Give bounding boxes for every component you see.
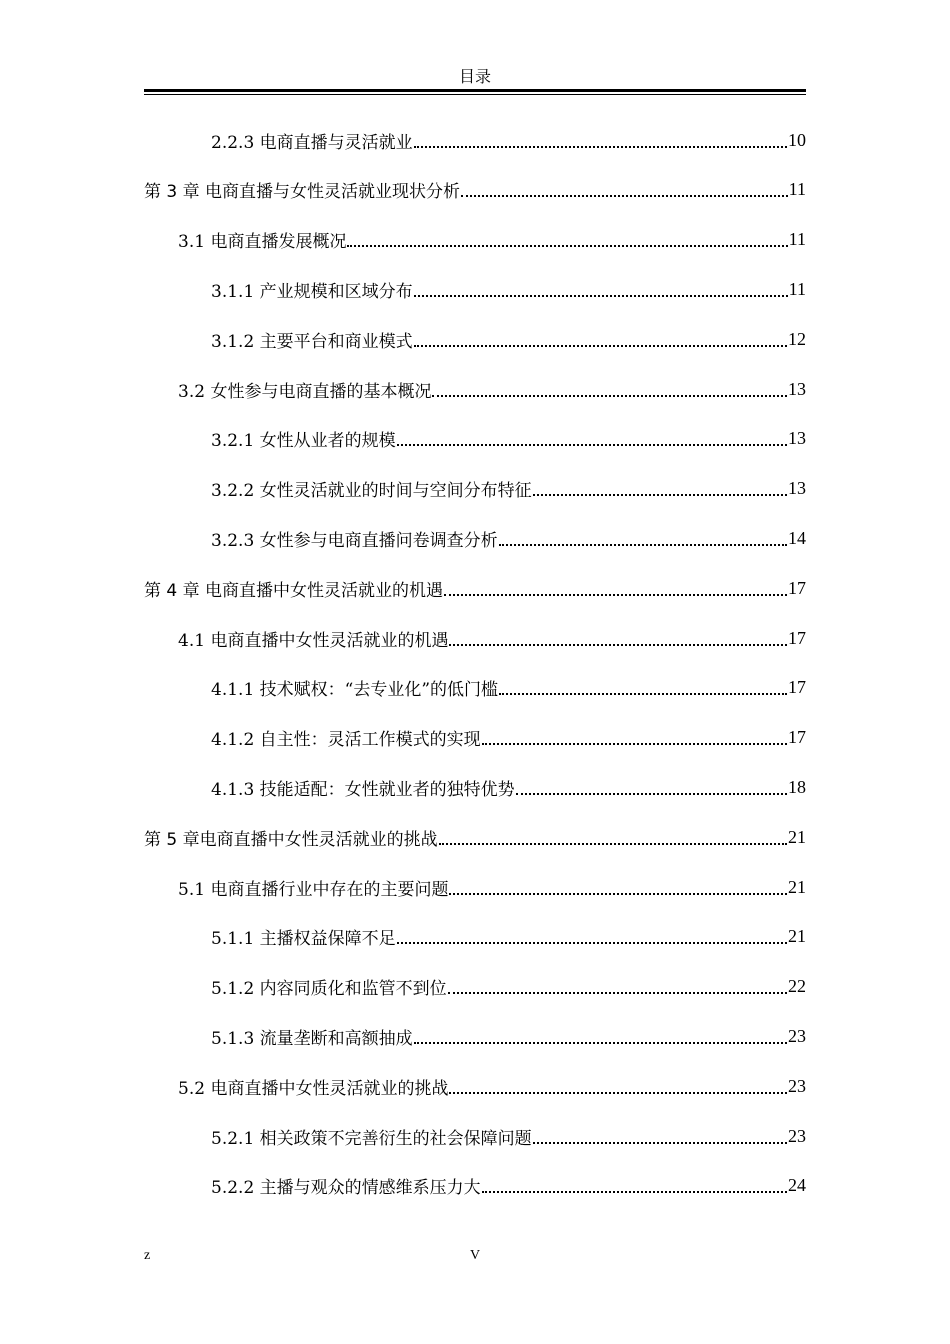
toc-entry[interactable] — [144, 414, 806, 464]
toc-entry-page: 14 — [788, 527, 806, 548]
toc-entry-title: 4.1.3 技能适配：女性就业者的独特优势 — [211, 779, 515, 800]
toc-dot-leader — [448, 991, 787, 994]
toc-entry-title: 3.2.2 女性灵活就业的时间与空间分布特征 — [211, 481, 532, 502]
toc-entry-title: 第 5 章电商直播中女性灵活就业的挑战 — [144, 829, 438, 850]
toc-entry[interactable] — [144, 165, 806, 215]
toc-dot-leader — [444, 593, 787, 596]
toc-dot-leader — [414, 294, 788, 297]
footer-left-mark: z — [144, 1248, 151, 1263]
toc-entry[interactable] — [144, 762, 806, 812]
toc-entry-page: 21 — [788, 876, 806, 897]
toc-entry-page: 17 — [788, 677, 806, 698]
toc-dot-leader — [449, 892, 787, 895]
toc-entry-title: 第 3 章 电商直播与女性灵活就业现状分析 — [144, 182, 461, 203]
page-header-title: 目录 — [458, 67, 491, 86]
toc-dot-leader — [397, 941, 787, 944]
toc-entry[interactable] — [144, 115, 806, 165]
toc-dot-leader — [449, 643, 787, 646]
toc-entry[interactable] — [144, 1011, 806, 1061]
toc-dot-leader — [482, 742, 787, 745]
toc-dot-leader — [516, 792, 787, 795]
toc-entry-page: 18 — [788, 776, 806, 797]
toc-entry[interactable] — [144, 613, 806, 663]
toc-entry-page: 22 — [788, 976, 806, 997]
toc-entry-page: 23 — [788, 1075, 806, 1096]
toc-entry[interactable] — [144, 464, 806, 514]
toc-entry[interactable] — [144, 1061, 806, 1111]
toc-entry-title: 4.1 电商直播中女性灵活就业的机遇 — [178, 630, 449, 651]
toc-entry[interactable] — [144, 962, 806, 1012]
toc-entry-title: 5.2.2 主播与观众的情感维系压力大 — [211, 1178, 481, 1199]
toc-entry-page: 11 — [788, 278, 806, 299]
header-rule-thin — [144, 94, 806, 95]
toc-dot-leader — [397, 443, 787, 446]
toc-entry-page: 17 — [788, 727, 806, 748]
toc-entry-page: 24 — [788, 1175, 806, 1196]
toc-entry-title: 3.2.3 女性参与电商直播问卷调查分析 — [211, 530, 498, 551]
footer-page-number: V — [469, 1248, 481, 1263]
toc-dot-leader — [439, 842, 787, 845]
toc-entry[interactable] — [144, 314, 806, 364]
toc-dot-leader — [499, 692, 787, 695]
toc-entry-title: 5.2 电商直播中女性灵活就业的挑战 — [178, 1078, 449, 1099]
toc-entry-page: 10 — [788, 129, 806, 150]
toc-entry[interactable] — [144, 812, 806, 862]
toc-entry[interactable] — [144, 912, 806, 962]
toc-dot-leader — [533, 493, 787, 496]
toc-entry[interactable] — [144, 215, 806, 265]
toc-entry-page: 11 — [788, 229, 806, 250]
toc-entry-title: 5.1.3 流量垄断和高额抽成 — [211, 1028, 413, 1049]
toc-entry-page: 23 — [788, 1025, 806, 1046]
toc-dot-leader — [533, 1141, 787, 1144]
toc-entry-title: 5.1.1 主播权益保障不足 — [211, 929, 396, 950]
toc-entry-title: 4.1.1 技术赋权：“去专业化”的低门槛 — [211, 680, 499, 701]
toc-entry-page: 17 — [788, 627, 806, 648]
toc-entry-title: 5.1.2 内容同质化和监管不到位 — [211, 979, 447, 1000]
toc-entry-title: 3.2 女性参与电商直播的基本概况 — [178, 381, 432, 402]
toc-entry-page: 21 — [788, 826, 806, 847]
toc-entry-title: 5.2.1 相关政策不完善衍生的社会保障问题 — [211, 1128, 532, 1149]
toc-dot-leader — [432, 394, 787, 397]
toc-entry-page: 13 — [788, 478, 806, 499]
toc-entry[interactable] — [144, 264, 806, 314]
toc-entry-title: 3.1 电商直播发展概况 — [178, 232, 347, 253]
toc-entry-page: 11 — [788, 179, 806, 200]
toc-entry[interactable] — [144, 513, 806, 563]
toc-dot-leader — [449, 1091, 787, 1094]
toc-dot-leader — [499, 543, 787, 546]
header-rule-thick — [144, 89, 806, 92]
toc-entry[interactable] — [144, 713, 806, 763]
toc-dot-leader — [414, 145, 787, 148]
toc-entry-title: 3.2.1 女性从业者的规模 — [211, 431, 396, 452]
toc-entry-page: 13 — [788, 428, 806, 449]
toc-entry-title: 3.1.1 产业规模和区域分布 — [211, 281, 413, 302]
toc-dot-leader — [482, 1190, 787, 1193]
toc-entry[interactable] — [144, 862, 806, 912]
toc-dot-leader — [461, 194, 788, 197]
toc-entry-title: 4.1.2 自主性：灵活工作模式的实现 — [211, 730, 481, 751]
toc-entry[interactable] — [144, 364, 806, 414]
toc-dot-leader — [414, 1041, 787, 1044]
toc-entry-title: 3.1.2 主要平台和商业模式 — [211, 331, 413, 352]
toc-entry-title: 2.2.3 电商直播与灵活就业 — [211, 132, 413, 153]
toc-entry-title: 5.1 电商直播行业中存在的主要问题 — [178, 879, 449, 900]
toc-entry[interactable] — [144, 563, 806, 613]
toc-entry-page: 21 — [788, 926, 806, 947]
toc-dot-leader — [347, 244, 787, 247]
toc-entry-title: 第 4 章 电商直播中女性灵活就业的机遇 — [144, 580, 444, 601]
toc-entry-page: 13 — [788, 378, 806, 399]
toc-entry-page: 17 — [788, 577, 806, 598]
toc-entry[interactable] — [144, 1161, 806, 1211]
toc-entry-page: 12 — [788, 328, 806, 349]
toc-dot-leader — [414, 344, 787, 347]
toc-entry[interactable] — [144, 1111, 806, 1161]
toc-entry-page: 23 — [788, 1125, 806, 1146]
toc-entry[interactable] — [144, 663, 806, 713]
